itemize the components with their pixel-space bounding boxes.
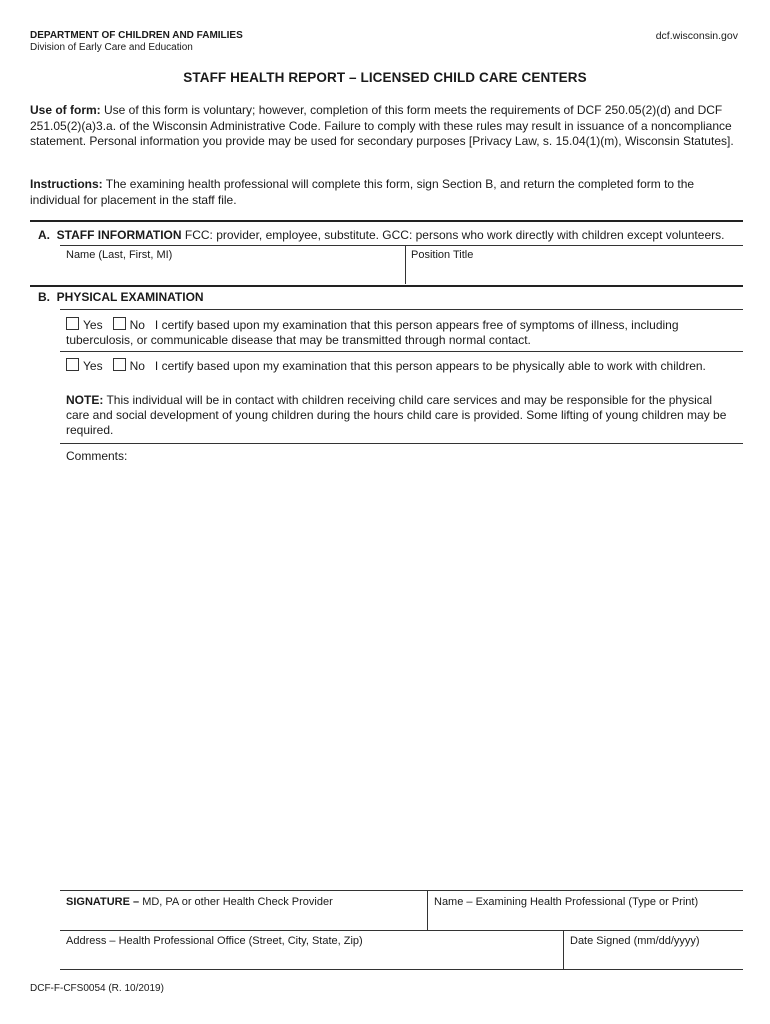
examiner-name-field[interactable] <box>430 908 738 928</box>
website-link[interactable]: dcf.wisconsin.gov <box>655 30 738 42</box>
address-top-rule <box>60 930 743 931</box>
office-address-label: Address – Health Professional Office (Street, City, State, Zip) <box>66 935 363 947</box>
cert2-yes-label: Yes <box>83 359 103 373</box>
office-address-field[interactable] <box>62 947 558 967</box>
note-paragraph <box>66 393 738 438</box>
instructions-label: Instructions: <box>30 177 103 191</box>
comments-label: Comments: <box>66 449 128 463</box>
signature-field[interactable] <box>62 908 422 928</box>
section-a-top-rule <box>30 220 743 222</box>
cert1-text: I certify based upon my examination that this person appears free of symptoms of illness, including tuberculosis, or communicable disease that may be transmitted through normal contact. <box>66 318 679 347</box>
section-a-header <box>38 228 724 242</box>
address-divider <box>563 930 564 969</box>
use-of-form-label: Use of form: <box>30 103 101 117</box>
section-a-title: STAFF INFORMATION <box>56 228 182 242</box>
section-b-header-rule <box>60 309 743 310</box>
date-signed-label: Date Signed (mm/dd/yyyy) <box>570 935 700 947</box>
section-a-divider <box>405 245 406 284</box>
signature-divider <box>427 890 428 930</box>
cert1-yes-checkbox[interactable] <box>66 317 79 330</box>
signature-label-sub: MD, PA or other Health Check Provider <box>139 896 333 908</box>
name-field[interactable] <box>62 258 402 280</box>
position-title-field[interactable] <box>408 258 738 280</box>
instructions-text: The examining health professional will complete this form, sign Section B, and return the completed form to the individual for placement in the staff file. <box>30 177 695 207</box>
section-a-header-rule <box>60 245 743 246</box>
date-signed-field[interactable] <box>566 947 738 967</box>
cert1-no-checkbox[interactable] <box>113 317 126 330</box>
position-title-label: Position Title <box>411 249 474 261</box>
signature-top-rule <box>60 890 743 891</box>
note-text: This individual will be in contact with children receiving child care services and may be responsible for the physical care and social development of young children during the hours child care is provided. Some lifting of young children may be required. <box>66 393 727 437</box>
division-name: Division of Early Care and Education <box>30 42 193 53</box>
cert2-no-label: No <box>129 359 145 373</box>
cert2-yes-checkbox[interactable] <box>66 358 79 371</box>
certification-2-row <box>66 358 746 374</box>
cert1-no-label: No <box>129 318 145 332</box>
cert2-text: I certify based upon my examination that this person appears to be physically able to work with children. <box>154 359 706 373</box>
signature-label-bold: SIGNATURE – <box>66 896 140 908</box>
examiner-name-label: Name – Examining Health Professional (Type or Print) <box>434 896 699 908</box>
form-number: DCF-F-CFS0054 (R. 10/2019) <box>30 983 164 994</box>
cert2-no-checkbox[interactable] <box>113 358 126 371</box>
cert1-rule <box>60 351 743 352</box>
section-a-description: FCC: provider, employee, substitute. GCC: persons who work directly with children except volunteers. <box>181 228 725 242</box>
department-name: DEPARTMENT OF CHILDREN AND FAMILIES <box>30 30 243 41</box>
instructions-paragraph <box>30 177 742 208</box>
signature-label <box>66 896 333 908</box>
section-b-top-rule <box>30 285 743 287</box>
section-b-header <box>38 290 204 304</box>
name-field-label: Name (Last, First, MI) <box>66 249 173 261</box>
signature-bottom-rule <box>60 969 743 970</box>
certification-1-row <box>66 317 738 348</box>
cert1-yes-label: Yes <box>83 318 103 332</box>
form-title: STAFF HEALTH REPORT – LICENSED CHILD CARE CENTERS <box>183 70 587 85</box>
use-of-form-paragraph <box>30 103 742 150</box>
section-a-letter: A. <box>38 228 50 242</box>
section-b-title: PHYSICAL EXAMINATION <box>56 290 204 304</box>
use-of-form-text: Use of this form is voluntary; however, completion of this form meets the requirements of DCF 250.05(2)(d) and DCF 251.05(2)(a)3.a. of the Wisconsin Administrative Code. Failure to comply with these rules may result in issuance of a noncompliance statement. Personal information you provide may be used for secondary purposes [Privacy Law, s. 15.04(1)(m), Wisconsin Statutes]. <box>30 103 734 148</box>
comments-field[interactable] <box>62 466 738 876</box>
note-rule <box>60 443 743 444</box>
section-b-letter: B. <box>38 290 50 304</box>
note-label: NOTE: <box>66 393 104 407</box>
